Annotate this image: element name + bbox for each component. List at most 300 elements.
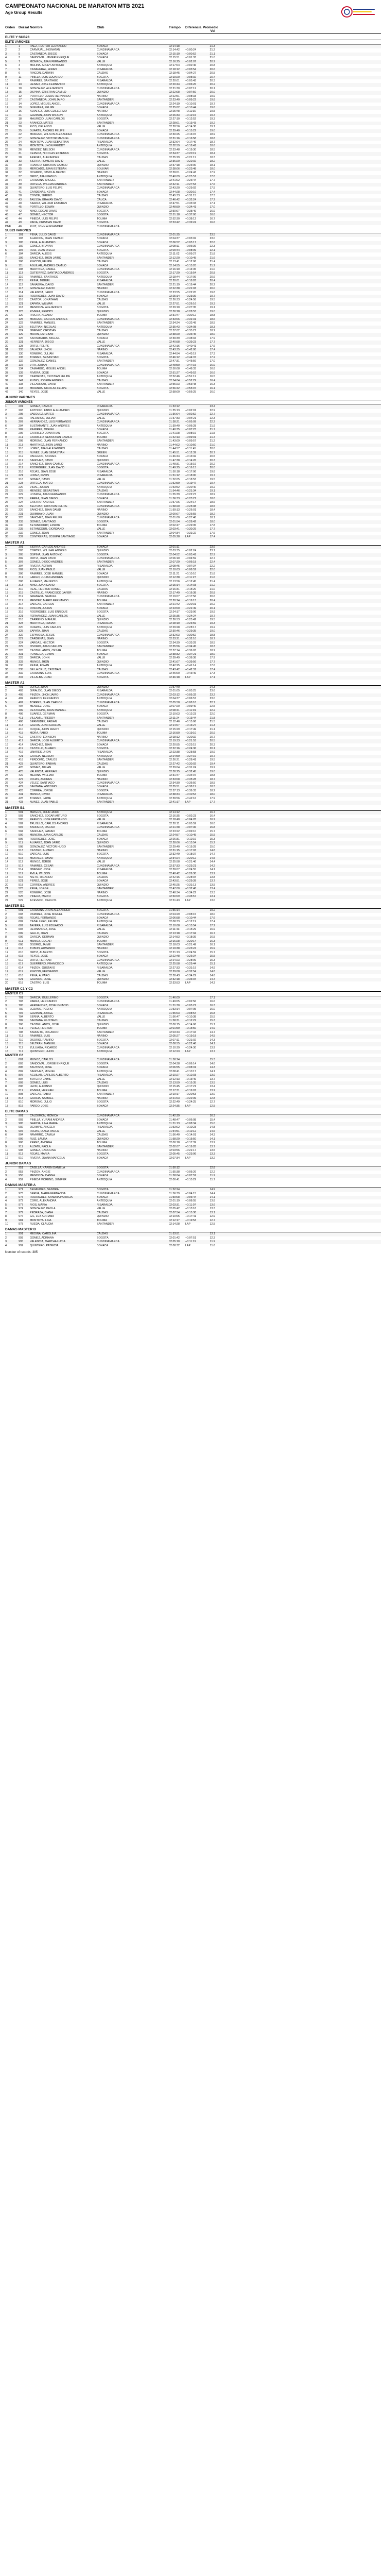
cell-time: 02:43:51	[169, 879, 180, 883]
cell-dorsal: 908	[19, 1149, 23, 1152]
cell-order: 23	[5, 489, 8, 493]
section-title: JUNIOR DAMAS	[5, 1162, 381, 1166]
cell-dorsal: 230	[19, 523, 23, 527]
cell-dorsal: 231	[19, 512, 23, 516]
cell-time: 01:54:51	[169, 1129, 180, 1133]
cell-diff: +0:07:05	[185, 1008, 197, 1011]
cell-order: 24	[5, 493, 8, 497]
cell-diff: +0:10:01	[185, 102, 197, 106]
cell-diff: +0:26:59	[185, 622, 197, 625]
cell-dorsal: 815	[19, 1104, 23, 1108]
cell-time: 02:35:58	[169, 860, 180, 864]
table-row	[5, 463, 381, 466]
cell-time: 02:11:24	[169, 716, 180, 720]
cell-diff: +0:21:02	[185, 1038, 197, 1042]
cell-club: VALLE	[97, 528, 106, 531]
cell-avg: 20.0	[209, 287, 215, 291]
table-row	[5, 64, 381, 67]
cell-team	[133, 87, 169, 91]
cell-order: 45	[5, 213, 8, 217]
cell-time: 02:10:39	[169, 1046, 180, 1049]
cell-time: 02:31:15	[169, 849, 180, 852]
cell-avg: 13.3	[209, 891, 215, 894]
cell-order: 13	[5, 91, 8, 94]
cell-dorsal: 119	[19, 295, 23, 298]
cell-dorsal: 104	[19, 252, 23, 256]
cell-dorsal: 401	[19, 686, 23, 689]
cell-diff	[185, 1114, 203, 1118]
cell-club: CUNDINAMARCA	[97, 1058, 120, 1062]
cell-club: VALLE	[97, 416, 106, 420]
cell-name: ZAPATA, JUAN	[30, 630, 49, 633]
cell-club: QUINDIO	[97, 512, 109, 516]
cell-dorsal: 107	[19, 248, 23, 252]
cell-team	[133, 1105, 169, 1108]
cell-name: GALVIS, JUAN CARLOS	[30, 724, 61, 727]
cell-order: 3	[5, 1066, 7, 1070]
cell-name: SIERRA, ROMERO DAVID	[30, 160, 63, 163]
cell-avg: 18.2	[209, 649, 215, 652]
cell-avg: 11.9	[209, 1240, 215, 1244]
cell-dorsal: 409	[19, 708, 23, 712]
cell-dorsal: 16	[19, 110, 22, 113]
cell-club: QUINDIO	[97, 310, 109, 313]
cell-team	[133, 451, 169, 455]
cell-avg: 14.9	[209, 1188, 215, 1192]
cell-avg: 16.6	[209, 221, 215, 225]
cell-name: LEON, ALFONSO	[30, 1085, 52, 1089]
cell-time: 02:37:18	[169, 163, 180, 167]
cell-dorsal: 901	[19, 1114, 23, 1118]
table-row	[5, 314, 381, 317]
cell-avg: 19.1	[209, 125, 215, 129]
cell-diff: +0:06:57	[185, 697, 197, 701]
col-dorsal: Dorsal	[19, 26, 29, 29]
cell-avg: 13.6	[209, 1203, 215, 1207]
table-row	[5, 352, 381, 356]
cell-club: BOYACA	[97, 743, 109, 747]
cell-name: BARRERA, OSCAR	[30, 826, 55, 829]
cell-team	[133, 45, 169, 48]
cell-club: NARIÑO	[97, 1035, 108, 1038]
cell-dorsal: 307	[19, 561, 23, 564]
cell-avg: 13.3	[209, 1207, 215, 1211]
cell-dorsal: 122	[19, 321, 23, 325]
table-row	[5, 797, 381, 801]
table-row	[5, 818, 381, 822]
cell-club: QUINDIO	[97, 1215, 109, 1218]
table-row	[5, 676, 381, 680]
cell-dorsal: 423	[19, 762, 23, 766]
cell-dorsal: 31	[19, 152, 22, 156]
cell-club: BOGOTA	[97, 1236, 109, 1240]
table-row	[5, 260, 381, 264]
cell-diff: +0:13:54	[185, 841, 197, 845]
cell-order: 30	[5, 344, 8, 348]
cell-team	[133, 72, 169, 75]
cell-diff: +0:31:19	[185, 966, 197, 970]
cell-club: CUNDINAMARCA	[97, 672, 120, 675]
cell-diff: +0:15:35	[185, 1081, 197, 1084]
results-section	[5, 987, 381, 1054]
cell-dorsal: 218	[19, 478, 23, 481]
cell-diff: +0:19:30	[185, 148, 197, 151]
table-row	[5, 459, 381, 463]
cell-time: 02:01:00	[169, 516, 180, 520]
cell-diff: +0:42:31	[185, 668, 197, 671]
cell-club: BOYACA	[97, 545, 109, 549]
col-team	[133, 26, 169, 33]
cell-time: 02:18:12	[169, 67, 180, 71]
cell-dorsal: 977	[19, 1203, 23, 1207]
cell-order: 24	[5, 133, 8, 137]
cell-time: 01:37:33	[169, 416, 180, 420]
cell-dorsal: 911	[19, 1145, 23, 1148]
cell-order: 39	[5, 379, 8, 382]
cell-name: PARRA, JUAN DIEGO	[30, 497, 58, 500]
cell-dorsal: 323	[19, 622, 23, 625]
cell-time: 02:04:52	[169, 553, 180, 556]
cell-name: QUINTERO, FABIAN	[30, 762, 56, 766]
cell-order: 9	[5, 841, 7, 845]
cell-order: 1	[5, 1058, 7, 1062]
cell-club: ANTIOQUIA	[97, 856, 112, 860]
cell-diff: +0:13:43	[185, 121, 197, 125]
cell-time: 02:34:39	[169, 641, 180, 645]
cell-team	[133, 1157, 169, 1160]
cell-avg: 11.7	[209, 1178, 215, 1181]
cell-diff: +0:38:12	[185, 217, 197, 221]
cell-name: CAMARGO, MIGUEL ANGEL	[30, 367, 66, 371]
cell-diff: +0:23:21	[185, 864, 197, 868]
cell-dorsal: 127	[19, 325, 23, 329]
cell-club: TOLIMA	[97, 599, 107, 602]
cell-diff: +0:43:49	[185, 672, 197, 675]
table-row	[5, 1141, 381, 1145]
table-row	[5, 917, 381, 920]
cell-time: 02:37:02	[169, 329, 180, 332]
cell-diff: +0:44:37	[185, 356, 197, 359]
cell-time: 01:42:39	[169, 1114, 180, 1118]
cell-time: 01:53:51	[169, 1232, 180, 1236]
record-count: Number of records: 385	[5, 1251, 38, 1255]
cell-avg: 17.3	[209, 672, 215, 675]
cell-avg: 21.5	[209, 720, 215, 723]
cell-dorsal: 976	[19, 1215, 23, 1218]
cell-avg: 16.8	[209, 367, 215, 371]
cell-time: 02:12:23	[169, 1049, 180, 1053]
cell-dorsal: 11	[19, 75, 22, 79]
cell-club: VALLE	[97, 125, 106, 129]
section-title: DAMAS MASTER A	[5, 1183, 381, 1188]
results-table	[5, 811, 381, 903]
cell-time: 02:14:07	[169, 724, 180, 727]
cell-time: 02:05:10	[169, 1240, 180, 1244]
cell-dorsal: 902	[19, 1126, 23, 1129]
cell-avg: 18.6	[209, 144, 215, 148]
cell-club: CALDAS	[97, 379, 108, 382]
cell-club: NARIÑO	[97, 891, 108, 894]
cell-dorsal: 19	[19, 106, 22, 109]
table-row	[5, 951, 381, 955]
cell-order: 9	[5, 576, 7, 580]
cell-team	[133, 152, 169, 156]
cell-diff: +0:30:29	[185, 528, 197, 531]
cell-avg: 18.7	[209, 637, 215, 641]
table-row	[5, 697, 381, 701]
cell-time: 02:11:02	[169, 252, 180, 256]
cell-avg: 17.7	[209, 528, 215, 531]
cell-name: CABALLERO, FELIPE	[30, 920, 58, 924]
cell-team	[133, 951, 169, 955]
cell-club: VALLE	[97, 656, 106, 660]
table-row	[5, 811, 381, 815]
cell-name: RUEDA, CLAUDIA	[30, 1223, 54, 1226]
cell-diff: +0:19:18	[185, 1035, 197, 1038]
cell-order: 34	[5, 531, 8, 535]
cell-avg: 21.9	[209, 424, 215, 428]
cell-club: TOLIMA	[97, 649, 107, 652]
cell-club: CUNDINAMARCA	[97, 633, 120, 637]
cell-club: CUNDINAMARCA	[97, 493, 120, 497]
cell-name: PINEDA, LUIS FELIPE	[30, 217, 59, 221]
cell-club: CUNDINAMARCA	[97, 267, 120, 271]
cell-order: 13	[5, 856, 8, 860]
cell-club: TOLIMA	[97, 523, 107, 527]
table-row	[5, 928, 381, 931]
cell-diff: +0:43:19	[185, 352, 197, 355]
cell-name: BERMUDEZ, FABIAN	[30, 720, 57, 723]
cell-club: NARIÑO	[97, 110, 108, 113]
table-row	[5, 326, 381, 329]
cell-avg: 17.7	[209, 801, 215, 804]
cell-order: 19	[5, 754, 8, 758]
cell-name: CALDERON, MONICA	[30, 1114, 58, 1118]
cell-team	[133, 1240, 169, 1244]
cell-name: GONZALEZ, VICTOR HUGO	[30, 845, 66, 849]
results-section	[5, 1162, 381, 1182]
table-row	[5, 891, 381, 895]
cell-time: 02:52:46	[169, 375, 180, 379]
cell-name: MORENO, JULIO	[30, 1100, 52, 1104]
cell-name: GOMEZ, SANTIAGO	[30, 520, 56, 523]
table-row	[5, 1130, 381, 1133]
cell-dorsal: 47	[19, 213, 22, 217]
cell-diff: +0:22:46	[185, 1042, 197, 1046]
cell-team	[133, 751, 169, 754]
cell-diff: +0:23:00	[185, 163, 197, 167]
cell-time: 02:33:06	[169, 317, 180, 321]
cell-diff: +0:39:24	[185, 221, 197, 225]
cell-time: 02:34:37	[169, 152, 180, 156]
cell-diff: +0:31:15	[185, 194, 197, 198]
cell-name: RUIZ, JOHN ALEXANDER	[30, 225, 63, 228]
cell-team	[133, 420, 169, 424]
cell-club: RISARALDA	[97, 1126, 113, 1129]
cell-order: 18	[5, 470, 8, 473]
cell-name: RIOS, ORLANDO	[30, 125, 52, 129]
cell-club: VALLE	[97, 818, 106, 822]
cell-time: 02:37:13	[169, 789, 180, 792]
cell-order: 24	[5, 899, 8, 902]
cell-team	[133, 103, 169, 106]
cell-dorsal: 517	[19, 864, 23, 868]
cell-avg: 18.8	[209, 633, 215, 637]
cell-club: ANTIOQUIA	[97, 664, 112, 668]
cell-team	[133, 387, 169, 391]
cell-order: 30	[5, 656, 8, 660]
cell-time: 01:56:33	[169, 497, 180, 500]
cell-time: 02:03:56	[169, 1149, 180, 1152]
cell-club: BOYACA	[97, 241, 109, 244]
cell-dorsal: 322	[19, 633, 23, 637]
cell-club: BOGOTA	[97, 1062, 109, 1065]
cell-order: 10	[5, 720, 8, 723]
cell-dorsal: 415	[19, 732, 23, 735]
cell-team	[133, 360, 169, 363]
cell-avg: 22.9	[209, 553, 215, 556]
cell-club: CUNDINAMARCA	[97, 291, 120, 294]
cell-club: SANTANDER	[97, 360, 114, 363]
cell-name: MORALES, OMAR	[30, 856, 54, 860]
cell-time: 02:11:21	[169, 572, 180, 575]
cell-name: FRANCO, FERNANDO	[30, 697, 59, 701]
cell-club: SANTANDER	[97, 845, 114, 849]
results-section	[5, 1183, 381, 1226]
cell-avg: 22.3	[209, 416, 215, 420]
cell-avg: 13.7	[209, 1145, 215, 1148]
cell-avg: 19.7	[209, 295, 215, 298]
cell-dorsal: 205	[19, 413, 23, 416]
cell-time: 02:39:01	[169, 171, 180, 175]
cell-order: 4	[5, 56, 7, 60]
table-row	[5, 618, 381, 622]
cell-dorsal: 413	[19, 724, 23, 727]
table-row	[5, 849, 381, 853]
cell-name: NAVARRO, CAMILA	[30, 1133, 55, 1137]
cell-avg: 15.1	[209, 1023, 215, 1026]
cell-dorsal: 618	[19, 981, 23, 985]
table-row	[5, 1008, 381, 1011]
cell-club: CALDAS	[97, 762, 108, 766]
cell-team	[133, 981, 169, 985]
cell-name: CARVAJAL, JHONATAN	[30, 48, 60, 52]
cell-team	[133, 709, 169, 713]
cell-avg: 18.3	[209, 645, 215, 649]
cell-order: 29	[5, 512, 8, 516]
cell-order: 12	[5, 951, 8, 954]
cell-order: 22	[5, 485, 8, 489]
cell-club: NARIÑO	[97, 591, 108, 595]
cell-name: REINA, MIGUEL	[30, 279, 51, 283]
col-avg: Promedio Vel	[203, 26, 218, 33]
cell-club: ANTIOQUIA	[97, 796, 112, 800]
table-row	[5, 724, 381, 727]
cell-avg: 14.5	[209, 856, 215, 860]
cell-diff: +0:08:52	[185, 568, 197, 572]
table-row	[5, 371, 381, 375]
cell-avg: 15.4	[209, 1118, 215, 1122]
cell-name: SANTANA, GUSTAVO	[30, 1019, 58, 1023]
cell-time: 01:55:39	[169, 493, 180, 497]
cell-avg: 17.2	[209, 356, 215, 359]
table-row	[5, 588, 381, 591]
cell-team	[133, 333, 169, 336]
cell-dorsal: 40	[19, 201, 22, 205]
cell-avg: 19.5	[209, 758, 215, 762]
cell-avg: 18.0	[209, 912, 215, 916]
cell-time: 02:45:00	[169, 672, 180, 675]
cell-diff: +0:39:33	[185, 789, 197, 792]
cell-time: 02:03:12	[169, 693, 180, 697]
table-row	[5, 513, 381, 516]
cell-team	[133, 801, 169, 804]
cell-name: RAMIREZ, MANUEL	[30, 321, 56, 325]
cell-order: 7	[5, 1137, 7, 1141]
cell-club: BOGOTA	[97, 1153, 109, 1156]
table-row	[5, 717, 381, 720]
cell-name: VARGAS, FABIO	[30, 1093, 51, 1096]
cell-avg: 18.1	[209, 163, 215, 167]
cell-name: PORTILLO, JESUS HERNANDO	[30, 94, 71, 98]
cell-diff: +0:24:58	[185, 298, 197, 302]
cell-avg: 20.3	[209, 459, 215, 462]
cell-time: 02:42:25	[169, 664, 180, 668]
table-row	[5, 532, 381, 535]
cell-order: 15	[5, 599, 8, 602]
cell-time: 02:26:33	[169, 113, 180, 117]
cell-time: 02:04:38	[169, 1062, 180, 1065]
cell-team	[133, 1133, 169, 1137]
cell-time: 02:45:33	[169, 194, 180, 198]
cell-team	[133, 1062, 169, 1066]
cell-club: QUINDIO	[97, 936, 109, 939]
cell-time: 02:38:32	[169, 652, 180, 656]
cell-avg: 16.2	[209, 818, 215, 822]
cell-name: LOPEZ, JUAN ALEJANDRO	[30, 447, 65, 451]
cell-order: 11	[5, 83, 8, 87]
cell-team	[133, 970, 169, 974]
cell-avg: 18.4	[209, 152, 215, 156]
cell-dorsal: 508	[19, 845, 23, 849]
cell-order: 3	[5, 1174, 7, 1178]
results-table	[5, 1188, 381, 1226]
cell-diff: +0:37:00	[185, 213, 197, 217]
table-row	[5, 1153, 381, 1156]
table-row	[5, 664, 381, 668]
cell-team	[133, 747, 169, 751]
cell-order: 30	[5, 516, 8, 520]
cell-diff: +0:31:13	[185, 883, 197, 887]
cell-avg: 17.0	[209, 206, 215, 209]
cell-diff: +0:24:36	[185, 747, 197, 750]
cell-avg: 21.0	[209, 267, 215, 271]
cell-time: 02:06:10	[169, 557, 180, 560]
cell-order: 22	[5, 625, 8, 629]
cell-diff: +0:14:01	[185, 1133, 197, 1137]
cell-diff: +0:56:25	[185, 390, 197, 394]
cell-name: GUERRERO, FRANCISCO	[30, 962, 64, 966]
cell-diff: +0:09:27	[185, 252, 197, 256]
cell-club: TOLIMA	[97, 1218, 107, 1222]
cell-order: 11	[5, 272, 8, 275]
cell-diff: +0:27:19	[185, 754, 197, 758]
cell-dorsal: 602	[19, 920, 23, 924]
cell-diff: LAP	[185, 535, 191, 539]
cell-order: 23	[5, 630, 8, 633]
cell-club: RISARALDA	[97, 470, 113, 473]
cell-order: 24	[5, 633, 8, 637]
